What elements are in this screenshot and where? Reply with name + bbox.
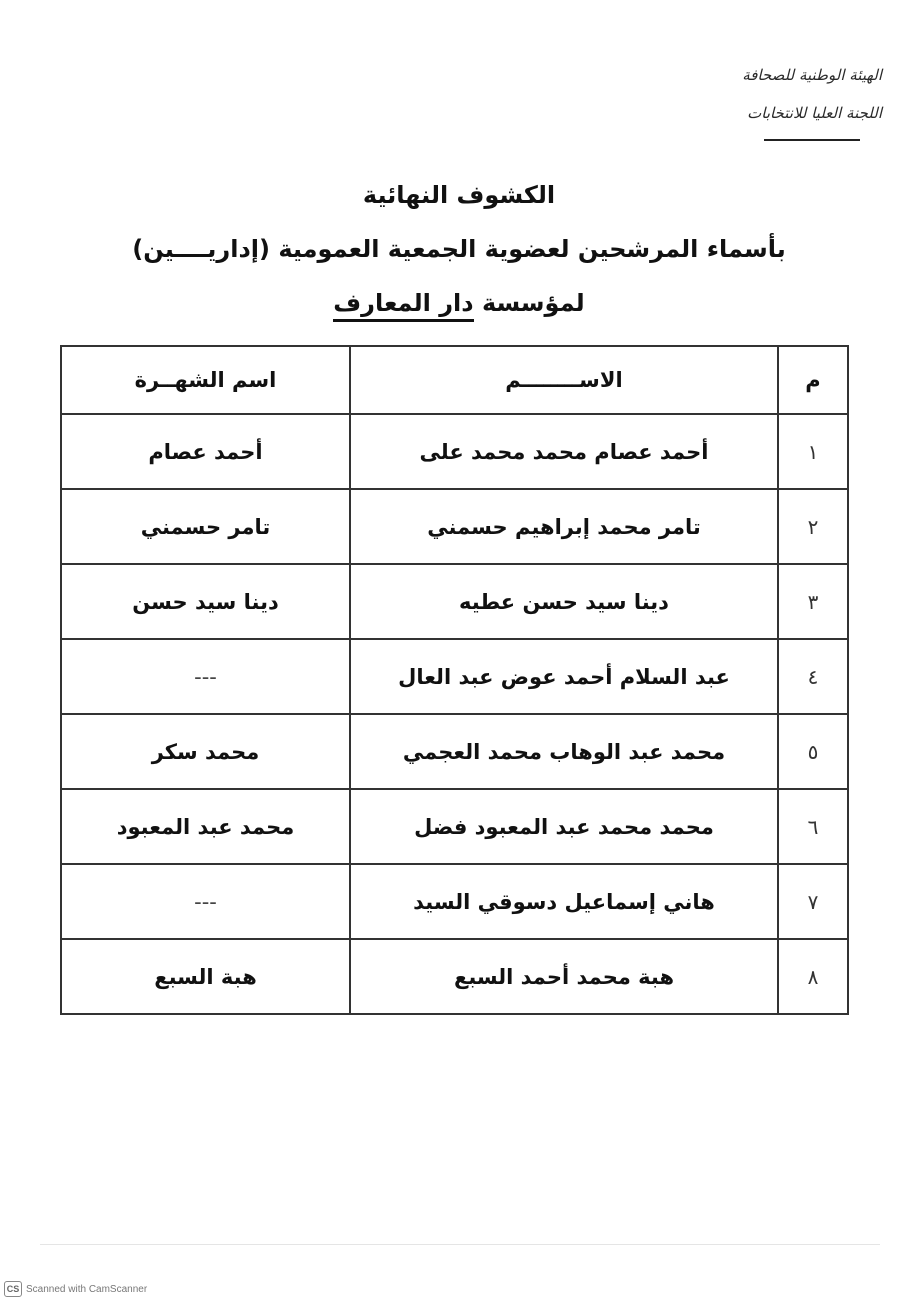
row-number: ٦ bbox=[778, 789, 848, 864]
table-row bbox=[61, 489, 848, 564]
row-number: ٧ bbox=[778, 864, 848, 939]
watermark-text: Scanned with CamScanner bbox=[26, 1283, 148, 1295]
organization-name: دار المعارف bbox=[333, 289, 473, 322]
camscanner-logo-icon: CS bbox=[4, 1281, 22, 1297]
stamp-line-committee: اللجنة العليا للانتخابات bbox=[747, 104, 882, 122]
candidate-alias: أحمد عصام bbox=[61, 414, 350, 489]
stamp-underline bbox=[764, 139, 860, 141]
document-header bbox=[0, 168, 918, 330]
table-row bbox=[61, 789, 848, 864]
row-number: ٢ bbox=[778, 489, 848, 564]
candidate-alias: تامر حسمني bbox=[61, 489, 350, 564]
candidate-alias: --- bbox=[61, 864, 350, 939]
stamp-line-authority: الهيئة الوطنية للصحافة bbox=[742, 66, 882, 84]
candidates-table bbox=[60, 345, 849, 1015]
table-row bbox=[61, 714, 848, 789]
document-title: الكشوف النهائية bbox=[362, 181, 556, 209]
candidate-name: أحمد عصام محمد محمد على bbox=[350, 414, 778, 489]
table-row bbox=[61, 414, 848, 489]
table-header-row bbox=[61, 346, 848, 414]
candidate-alias: محمد سكر bbox=[61, 714, 350, 789]
candidate-name: هبة محمد أحمد السبع bbox=[350, 939, 778, 1014]
scan-artifact-line bbox=[40, 1244, 880, 1245]
organization-prefix: لمؤسسة bbox=[473, 289, 585, 317]
committee-stamp bbox=[682, 56, 882, 132]
candidate-name: محمد محمد عبد المعبود فضل bbox=[350, 789, 778, 864]
document-subtitle: بأسماء المرشحين لعضوية الجمعية العمومية (إداريــــين) bbox=[132, 235, 786, 263]
column-header-name: الاســــــــم bbox=[350, 346, 778, 414]
candidate-name: عبد السلام أحمد عوض عبد العال bbox=[350, 639, 778, 714]
column-header-alias: اسم الشهــرة bbox=[61, 346, 350, 414]
candidate-alias: دينا سيد حسن bbox=[61, 564, 350, 639]
column-header-number: م bbox=[778, 346, 848, 414]
row-number: ٤ bbox=[778, 639, 848, 714]
table-row bbox=[61, 564, 848, 639]
scanner-watermark bbox=[4, 1281, 147, 1297]
candidate-alias: محمد عبد المعبود bbox=[61, 789, 350, 864]
candidate-alias: هبة السبع bbox=[61, 939, 350, 1014]
row-number: ٥ bbox=[778, 714, 848, 789]
table-row bbox=[61, 864, 848, 939]
table-row bbox=[61, 939, 848, 1014]
row-number: ١ bbox=[778, 414, 848, 489]
candidate-name: تامر محمد إبراهيم حسمني bbox=[350, 489, 778, 564]
table-row bbox=[61, 639, 848, 714]
candidate-name: محمد عبد الوهاب محمد العجمي bbox=[350, 714, 778, 789]
candidate-name: هاني إسماعيل دسوقي السيد bbox=[350, 864, 778, 939]
candidate-alias: --- bbox=[61, 639, 350, 714]
organization-line bbox=[0, 276, 918, 330]
candidate-name: دينا سيد حسن عطيه bbox=[350, 564, 778, 639]
row-number: ٨ bbox=[778, 939, 848, 1014]
row-number: ٣ bbox=[778, 564, 848, 639]
candidates-table-container bbox=[60, 345, 847, 1015]
